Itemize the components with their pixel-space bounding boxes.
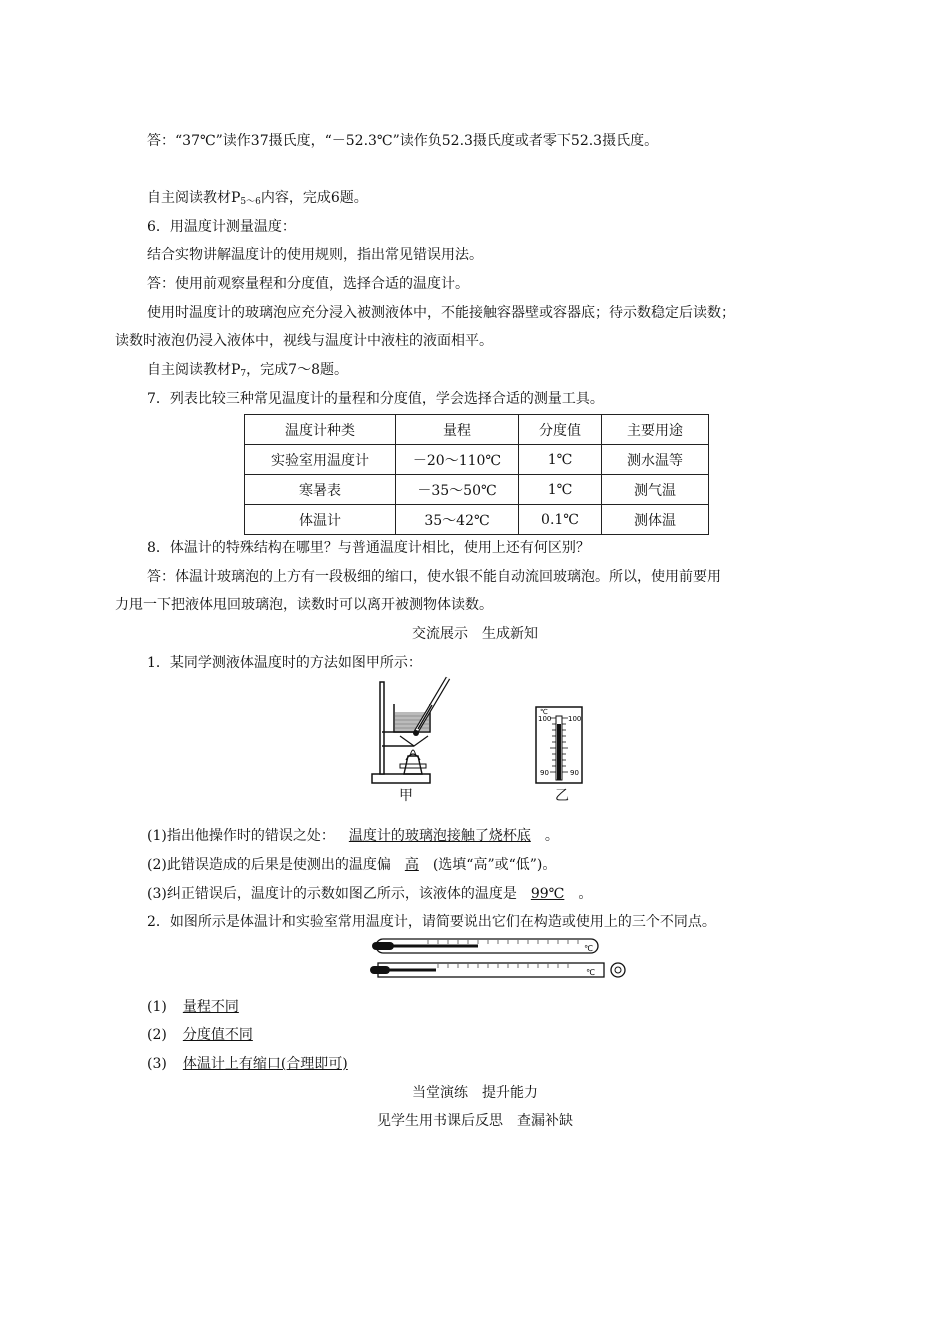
- problem-2-answer-2: (2) 分度值不同: [147, 1025, 265, 1045]
- problem-1-question-2: (2)此错误造成的后果是使测出的温度偏 高 (选填“高”或“低”)。: [147, 857, 557, 873]
- self-read-instruction-2: 自主阅读教材$P_7$，完成7～8题。: [147, 362, 348, 379]
- table-row: [245, 505, 709, 535]
- figure-yi-unit: ℃: [540, 708, 548, 716]
- figure-yi-tick-label: 100: [538, 715, 552, 723]
- problem-2-answer-1: (1) 量程不同: [147, 997, 251, 1017]
- answer-blank: 温度计的玻璃泡接触了烧杯底: [348, 828, 531, 844]
- table-header-row: [245, 415, 709, 445]
- question-8-answer-line-1: 答：体温计玻璃泡的上方有一段极细的缩口，使水银不能自动流回玻璃泡。所以，使用前要用: [147, 569, 721, 585]
- problem-1-question-3: (3)纠正错误后，温度计的示数如图乙所示，该液体的温度是 99℃ 。: [147, 886, 593, 902]
- question-6-usage-line-1: 使用时温度计的玻璃泡应充分浸入被测液体中，不能接触容器壁或容器底；待示数稳定后读数；: [147, 305, 735, 321]
- problem-2-title: 2．如图所示是体温计和实验室常用温度计，请简要说出它们在构造或使用上的三个不同点。: [147, 914, 716, 930]
- table-header-cell: 分度值: [519, 415, 602, 445]
- table-cell: 1℃: [519, 475, 602, 505]
- question-6-title: 6．用温度计测量温度：: [147, 219, 296, 235]
- question-6-usage-line-2: 读数时液泡仍浸入液体中，视线与温度计中液柱的液面相平。: [115, 333, 493, 349]
- figure-yi-thermometer-scale: [530, 704, 588, 786]
- section-heading-exchange: 交流展示 生成新知: [412, 626, 538, 642]
- figure-yi-tick-label: 100: [568, 715, 582, 723]
- figure-yi-tick-label: 90: [570, 769, 579, 777]
- figure-yi-label: 乙: [555, 788, 569, 804]
- question-7-title: 7．列表比较三种常见温度计的量程和分度值，学会选择合适的测量工具。: [147, 391, 604, 407]
- table-header-cell: 主要用途: [602, 415, 709, 445]
- table-cell: 测水温等: [602, 445, 709, 475]
- section-heading-reflect: 见学生用书课后反思 查漏补缺: [377, 1113, 573, 1129]
- self-read-instruction-1: 自主阅读教材$P_{5\sim 6}$内容，完成6题。: [147, 190, 368, 207]
- table-header-cell: 量程: [396, 415, 519, 445]
- table-cell: 测气温: [602, 475, 709, 505]
- table-row: [245, 445, 709, 475]
- table-cell: 测体温: [602, 505, 709, 535]
- figure-two-thermometers: [368, 934, 630, 984]
- figure-yi-tick-label: 90: [540, 769, 549, 777]
- figure-top-unit: ℃: [584, 944, 593, 953]
- figure-bottom-unit: ℃: [586, 968, 595, 977]
- question-8-answer-line-2: 力甩一下把液体甩回玻璃泡，读数时可以离开被测物体读数。: [115, 597, 493, 613]
- table-cell: 35～42℃: [396, 505, 519, 535]
- table-cell: 1℃: [519, 445, 602, 475]
- answer-blank: 99℃: [530, 886, 565, 902]
- table-header-cell: 温度计种类: [245, 415, 396, 445]
- question-8-title: 8．体温计的特殊结构在哪里？与普通温度计相比，使用上还有何区别？: [147, 540, 590, 556]
- table-cell: －35～50℃: [396, 475, 519, 505]
- question-6-answer: 答：使用前观察量程和分度值，选择合适的温度计。: [147, 276, 469, 292]
- table-row: [245, 475, 709, 505]
- section-heading-practice: 当堂演练 提升能力: [412, 1085, 538, 1101]
- table-cell: 体温计: [245, 505, 396, 535]
- table-cell: 寒暑表: [245, 475, 396, 505]
- figure-jia-beaker-setup: [370, 674, 460, 786]
- answer-blank: 量程不同: [182, 999, 239, 1015]
- answer-blank: 体温计上有缩口(合理即可): [182, 1056, 348, 1072]
- table-cell: －20～110℃: [396, 445, 519, 475]
- question-6-task: 结合实物讲解温度计的使用规则，指出常见错误用法。: [147, 247, 483, 263]
- answer-blank: 高: [404, 857, 419, 873]
- answer-blank: 分度值不同: [182, 1027, 253, 1043]
- problem-1-title: 1．某同学测液体温度时的方法如图甲所示：: [147, 655, 422, 671]
- table-cell: 0.1℃: [519, 505, 602, 535]
- figure-jia-label: 甲: [399, 788, 413, 804]
- problem-1-question-1: (1)指出他操作时的错误之处： 温度计的玻璃泡接触了烧杯底 。: [147, 828, 559, 844]
- thermometer-comparison-table: [244, 414, 709, 535]
- answer-reading-line: 答：“37℃”读作37摄氏度，“－52.3℃”读作负52.3摄氏度或者零下52.3摄氏度。: [147, 133, 659, 149]
- problem-2-answer-3: (3) 体温计上有缩口(合理即可): [147, 1054, 360, 1074]
- table-cell: 实验室用温度计: [245, 445, 396, 475]
